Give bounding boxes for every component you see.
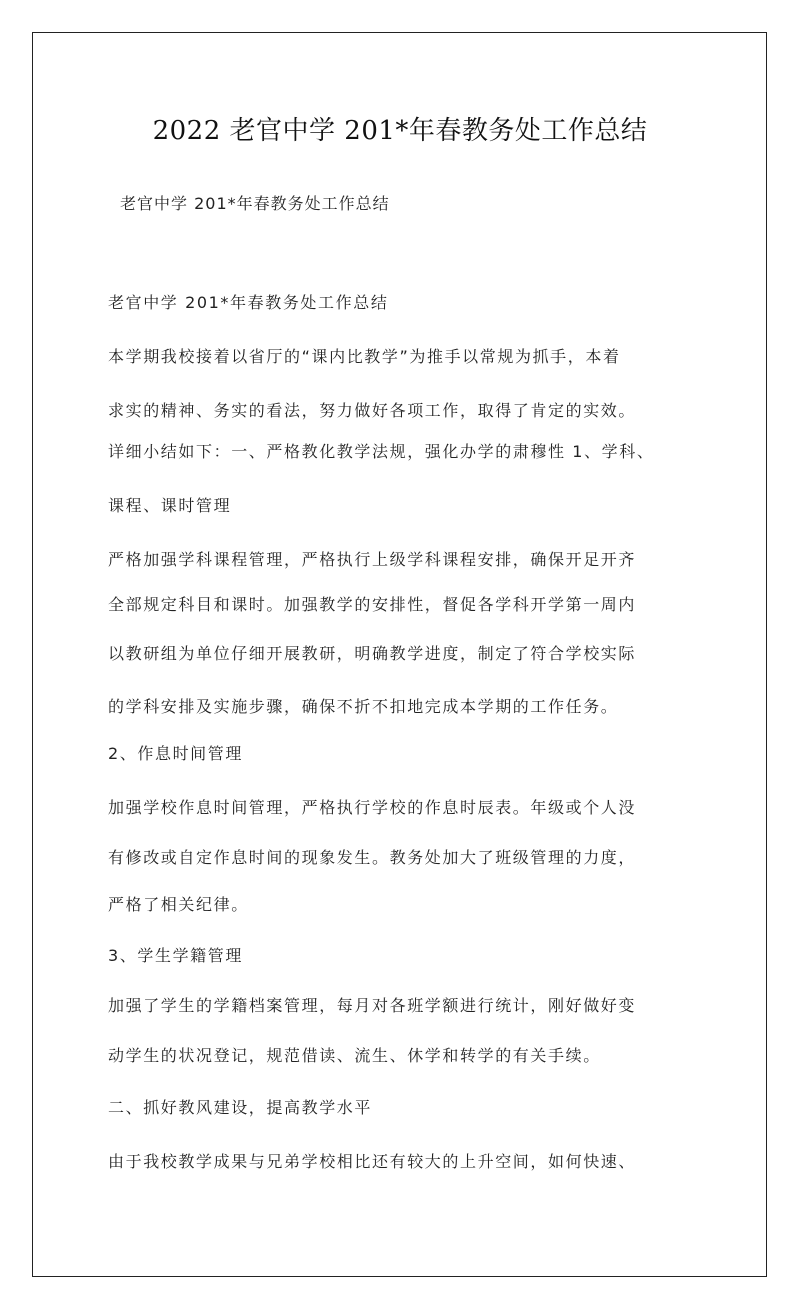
section-heading: 二、抓好教风建设，提高教学水平 <box>108 1098 373 1117</box>
body-line: 本学期我校接着以省厅的“课内比教学”为推手以常规为抓手，本着 <box>108 347 621 366</box>
section-heading: 3、学生学籍管理 <box>108 946 243 965</box>
body-line: 动学生的状况登记，规范借读、流生、休学和转学的有关手续。 <box>108 1046 601 1065</box>
body-line: 课程、课时管理 <box>108 496 232 515</box>
body-line: 详细小结如下：一、严格教化教学法规，强化办学的肃穆性 1、学科、 <box>108 442 655 461</box>
body-line: 老官中学 201*年春教务处工作总结 <box>108 293 389 312</box>
body-line: 加强学校作息时间管理，严格执行学校的作息时辰表。年级或个人没 <box>108 798 637 817</box>
body-line: 有修改或自定作息时间的现象发生。教务处加大了班级管理的力度， <box>108 848 637 867</box>
section-heading: 2、作息时间管理 <box>108 744 243 763</box>
body-line: 由于我校教学成果与兄弟学校相比还有较大的上升空间，如何快速、 <box>108 1152 637 1171</box>
body-line: 以教研组为单位仔细开展教研，明确教学进度，制定了符合学校实际 <box>108 644 637 663</box>
body-line: 的学科安排及实施步骤，确保不折不扣地完成本学期的工作任务。 <box>108 697 619 716</box>
body-line: 严格加强学科课程管理，严格执行上级学科课程安排，确保开足开齐 <box>108 550 637 569</box>
body-line: 全部规定科目和课时。加强教学的安排性，督促各学科开学第一周内 <box>108 595 637 614</box>
body-line: 严格了相关纪律。 <box>108 895 249 914</box>
body-line: 加强了学生的学籍档案管理，每月对各班学额进行统计，刚好做好变 <box>108 996 637 1015</box>
body-line: 求实的精神、务实的看法，努力做好各项工作，取得了肯定的实效。 <box>108 401 637 420</box>
document-subtitle: 老官中学 201*年春教务处工作总结 <box>120 194 390 213</box>
document-title: 2022 老官中学 201*年春教务处工作总结 <box>152 116 648 146</box>
